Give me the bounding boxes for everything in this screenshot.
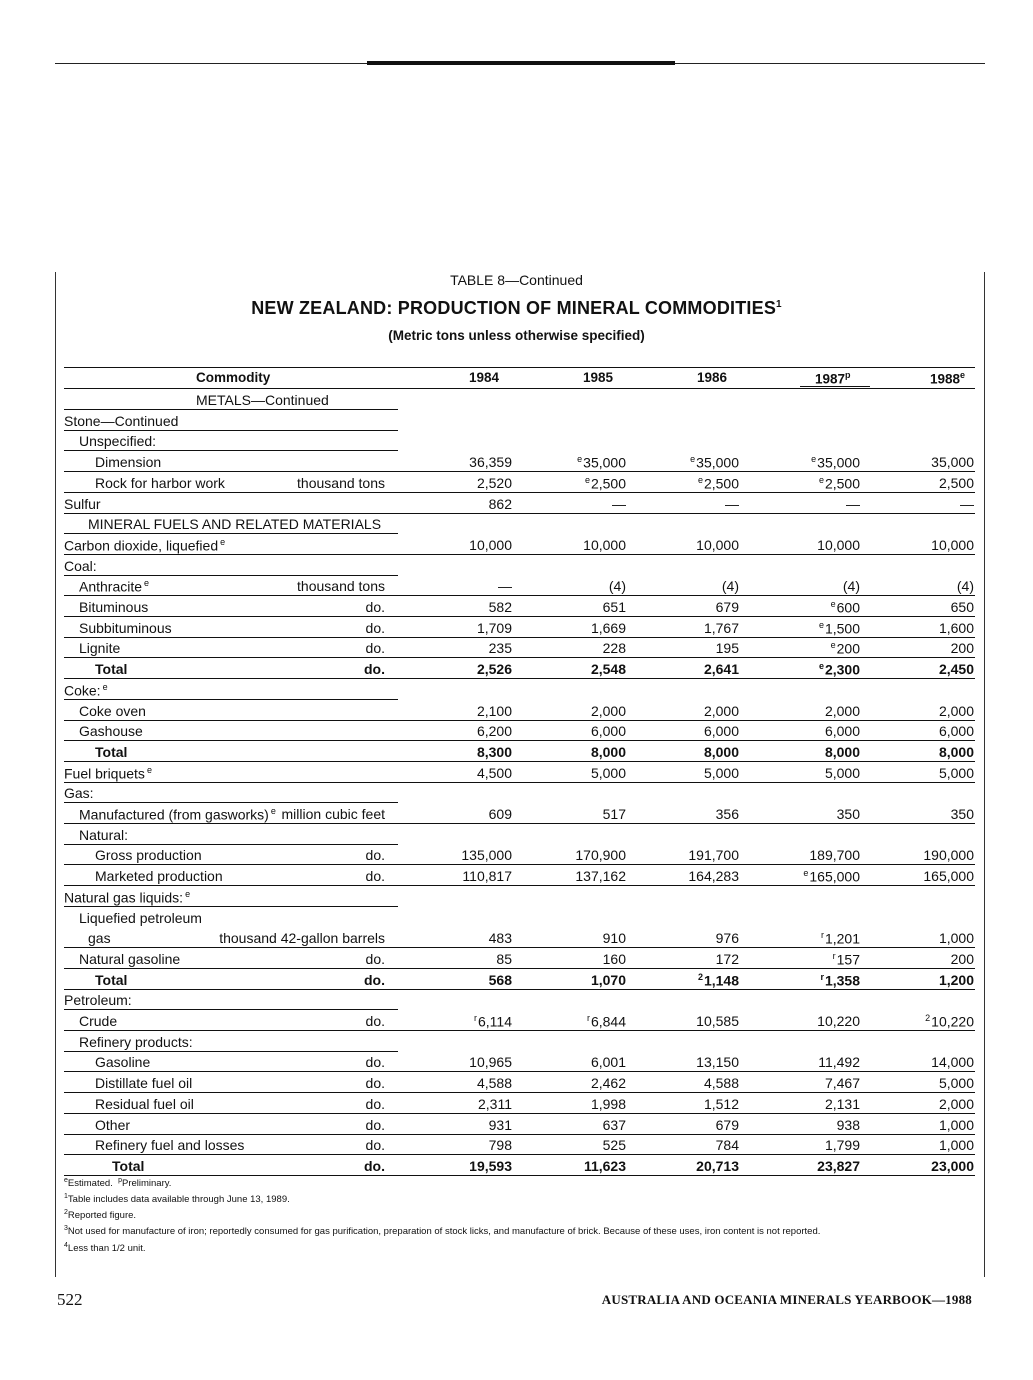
footnote-2 [64,1206,820,1222]
footnote-text: Table includes data available through June 13, 1989. [67,1194,290,1206]
cell-footnote-mark: r [820,971,824,982]
cell-1984: 36,359 [469,454,512,471]
row-unit: do. [365,1054,385,1071]
cell-1987: 23,827 [817,1157,860,1174]
row-label: Refinery products: [79,1033,193,1050]
cell-1987: 11,492 [818,1054,860,1071]
cell-1985: $^e$2,500 [584,474,626,492]
cell-1987: $^e$2,500 [818,474,860,492]
table-row [64,618,975,638]
cell-1988: 200 [950,950,974,967]
row-label: Manufactured (from gasworks) $^e$ [79,806,276,823]
cell-1988: 1,600 [938,619,974,636]
cell-footnote-mark: e [697,474,703,485]
cell-1987: $^r$157 [832,950,860,968]
table-row [64,1032,975,1052]
table-row [64,659,975,679]
cell-1985: 8,000 [590,743,626,760]
footnote-text: Not used for manufacture of iron; reportedly consumed for gas purification, preparation of stock licks, and manufacture of brick. Because of these uses, iron content is not reported. [67,1226,821,1238]
column-header-1986: 1986 [697,370,728,385]
cell-1985: 170,900 [575,847,626,864]
table-row [64,825,975,845]
cell-1986: 2,641 [703,661,739,678]
row-label: Sulfur [64,495,101,512]
cell-1987: 2,000 [824,702,860,719]
cell-footnote-mark: e [690,454,696,465]
cell-1984: 135,000 [461,847,512,864]
cell-1984: 1,709 [476,619,512,636]
row-label: Carbon dioxide, liquefied $^e$ [64,536,226,554]
row-unit: do. [365,640,385,657]
cell-footnote-mark: 2 [925,1013,931,1023]
cell-1987: — [846,495,860,512]
row-unit: do. [365,1075,385,1092]
cell-1988: 2,500 [938,474,974,491]
row-label-footnote: e [144,578,150,589]
table-row [64,1156,975,1176]
preliminary-mark: p [845,370,851,380]
cell-1988: 350 [950,806,974,822]
cell-1984: 4,588 [476,1075,512,1092]
cell-1985: 6,000 [590,723,626,740]
cell-footnote-mark: e [811,454,817,465]
cell-1984: 609 [488,806,512,822]
table-row [64,990,975,1010]
column-header-1987 [815,370,851,387]
table-row [64,452,975,472]
cell-1985: 160 [602,950,626,967]
table-row [64,1011,975,1031]
cell-1984: 110,817 [462,868,512,885]
cell-footnote-mark: e [830,640,836,651]
cell-1986: 4,588 [703,1075,739,1092]
row-label: Unspecified: [79,433,157,450]
cell-1986: 1,767 [703,619,739,636]
cell-1985: 1,998 [590,1095,626,1112]
row-label: Lignite [79,640,121,657]
row-label: Subbituminous [79,619,172,636]
cell-1987: $^e$2,300 [818,661,860,678]
row-label: Distillate fuel oil [95,1075,193,1092]
row-label: Stone—Continued [64,412,179,429]
cell-footnote-mark: e [577,454,583,465]
cell-1985: 525 [602,1137,626,1154]
cell-1988: 1,000 [938,930,974,947]
running-footer: AUSTRALIA AND OCEANIA MINERALS YEARBOOK—1988 [601,1292,972,1307]
table-row [64,908,975,928]
cell-1987: 7,467 [824,1075,860,1092]
row-unit: do. [364,1157,385,1174]
cell-1985: 910 [602,930,626,947]
cell-1986: 13,150 [696,1054,739,1071]
cell-footnote-mark: r [832,950,836,961]
cell-1985: — [612,495,626,512]
cell-1986: 784 [715,1137,739,1154]
footnote-estimated: Estimated. [67,1178,113,1190]
table-row [64,763,975,783]
cell-footnote-mark: e [584,474,590,485]
table-row [64,1135,975,1155]
cell-1988: 10,000 [931,536,974,553]
row-unit: thousand 42-gallon barrels [219,930,385,947]
row-label: Dimension [95,454,162,471]
cell-1986: 976 [715,930,739,947]
table-subtitle: (Metric tons unless otherwise specified) [388,328,645,343]
cell-1988: 2,000 [938,1095,974,1112]
table-row [64,804,975,824]
row-label: Natural: [79,826,129,843]
cell-footnote-mark: r [820,930,824,941]
cell-1988: 1,200 [938,971,974,988]
cell-1984: 798 [488,1137,512,1154]
cell-1985: 2,462 [590,1075,626,1092]
cell-1988: 35,000 [931,454,974,471]
table-row [64,514,975,534]
table-row [64,949,975,969]
row-label: METALS—Continued [196,392,329,408]
footnotes [64,1174,820,1255]
column-header-1988-year: 1988 [930,371,961,387]
table-row [64,1052,975,1072]
column-header-1987-year: 1987 [815,371,846,387]
cell-1984: 10,965 [469,1054,512,1071]
cell-1987: $^r$1,201 [820,930,860,947]
table-row [64,390,975,410]
top-rule-accent [367,61,675,65]
footnote-text: Less than 1/2 unit. [67,1242,146,1254]
cell-1988: 200 [950,640,974,657]
cell-1988: 8,000 [938,743,974,760]
cell-1984: 931 [488,1116,512,1133]
footnote-mark: e [64,1177,68,1184]
cell-1984: — [498,578,512,595]
table-row [64,638,975,658]
row-unit: do. [365,1116,385,1133]
cell-1987: 350 [836,806,860,822]
row-unit: do. [365,868,385,885]
row-label: Total [95,971,128,988]
cell-footnote-mark: e [830,599,836,609]
row-unit: do. [365,847,385,864]
column-header-1985: 1985 [583,370,614,385]
cell-1987: $^e$1,500 [818,619,860,637]
row-label: Coke: $^e$ [64,681,108,699]
header-bottom-rule [64,388,975,389]
cell-1984: 582 [488,599,512,615]
cell-1988: 1,000 [938,1116,974,1133]
cell-1984: 85 [496,950,512,967]
cell-1984: 19,593 [469,1157,512,1174]
row-label: Gas: [64,785,94,802]
page-number: 522 [57,1290,83,1309]
table-row [64,535,975,555]
row-label: Bituminous [79,599,149,615]
cell-1988: 14,000 [931,1054,974,1071]
cell-1985: 517 [602,806,626,822]
cell-1984: 2,311 [478,1095,512,1112]
cell-1984: 235 [488,640,512,657]
footnote-mark: p [118,1177,122,1184]
footnote-mark: 2 [64,1209,68,1217]
cell-1985: 2,000 [590,702,626,719]
row-unit: thousand tons [297,474,385,491]
cell-1986: — [725,495,739,512]
row-unit: million cubic feet [281,806,385,822]
row-unit: thousand tons [297,578,385,595]
cell-1986: 20,713 [696,1157,739,1174]
cell-1985: (4) [608,578,626,595]
cell-1985: 137,162 [575,868,626,885]
table-title [0,298,1033,319]
cell-1988: $^2$10,220 [925,1013,974,1030]
cell-1988: 2,000 [938,702,974,719]
cell-1988: 2,450 [938,661,974,678]
cell-1987: 10,000 [817,536,860,553]
cell-1984: 2,100 [476,702,512,719]
row-label: Total [95,743,128,760]
row-label: Natural gas liquids: $^e$ [64,888,191,906]
row-label: Coke oven [79,702,146,719]
row-label: Coal: [64,557,97,574]
header-top-rule [64,367,975,368]
cell-1985: 11,623 [583,1157,626,1174]
right-margin-rule [984,272,985,1277]
footnote-mark: 4 [64,1241,68,1249]
cell-1987: 189,700 [809,847,860,864]
cell-footnote-mark: r [474,1013,477,1023]
cell-1985: 5,000 [590,764,626,781]
table-row [64,411,975,431]
cell-1988: 5,000 [938,1075,974,1092]
cell-1985: 1,070 [590,971,626,988]
cell-1988: 1,000 [938,1137,974,1154]
row-label: gas [88,930,111,947]
cell-1985: 6,001 [590,1054,626,1071]
cell-1987: 938 [836,1116,860,1133]
cell-1986: 172 [715,950,739,967]
cell-1986: $^2$1,148 [697,971,739,989]
column-header-1988 [930,370,965,387]
row-label: Gasoline [95,1054,151,1071]
cell-1986: 10,000 [696,536,739,553]
row-label-footnote: e [146,764,152,775]
cell-1985: $^r$6,844 [586,1013,626,1030]
footnote-text: Reported figure. [67,1210,137,1222]
footnote-4 [64,1239,820,1255]
footnote-marks [64,1174,820,1190]
cell-1984: 568 [488,971,512,988]
estimated-mark: e [960,370,966,380]
cell-1988: 165,000 [923,868,974,885]
cell-1986: 195 [715,640,739,657]
cell-1987: 2,131 [824,1095,860,1112]
row-label-footnote: e [220,536,226,547]
cell-1988: — [960,495,974,512]
cell-1987: $^e$200 [830,640,860,658]
cell-1987: $^e$600 [830,599,860,616]
cell-1984: 6,200 [476,723,512,740]
cell-1984: 8,300 [476,743,512,760]
row-label: Natural gasoline [79,950,181,967]
row-label: Liquefied petroleum [79,909,202,926]
cell-1986: 6,000 [703,723,739,740]
row-unit: do. [365,1137,385,1154]
footnote-mark: 3 [64,1225,68,1233]
cell-1988: 5,000 [938,764,974,781]
cell-1985: 651 [602,599,626,615]
row-label-footnote: e [102,681,108,692]
table-row [64,431,975,451]
table-row [64,928,975,948]
cell-footnote-mark: e [818,474,824,485]
cell-1986: $^e$35,000 [690,454,739,471]
cell-1985: 2,548 [590,661,626,678]
cell-footnote-mark: e [818,661,824,672]
cell-1986: 2,000 [703,702,739,719]
cell-1987: $^e$35,000 [811,454,860,471]
row-unit: do. [365,1095,385,1112]
table-row [64,970,975,990]
cell-1987: 1,799 [824,1137,860,1154]
table-row [64,597,975,617]
cell-1988: 650 [950,599,974,615]
cell-footnote-mark: 2 [697,971,703,982]
cell-1987: $^e$165,000 [803,868,860,885]
row-label: Anthracite $^e$ [79,578,150,595]
row-label: Total [112,1157,145,1174]
table-row [64,473,975,493]
row-unit: do. [364,971,385,988]
cell-1984: $^r$6,114 [474,1013,512,1030]
row-unit: do. [365,619,385,636]
table-row [64,556,975,576]
left-margin-rule [55,272,56,1277]
cell-1987: 8,000 [824,743,860,760]
cell-1987: $^r$1,358 [820,971,860,989]
cell-1986: (4) [721,578,739,595]
table-row [64,576,975,596]
row-label: Total [95,661,128,678]
table-row [64,887,975,907]
cell-1984: 2,526 [476,661,512,678]
table-row [64,1115,975,1135]
row-unit: do. [365,950,385,967]
cell-footnote-mark: e [818,619,824,630]
footnote-mark: 1 [64,1193,68,1201]
cell-1988: (4) [956,578,974,595]
cell-1988: 6,000 [938,723,974,740]
cell-1985: 1,669 [590,619,626,636]
row-label: Gross production [95,847,202,864]
table-row [64,845,975,865]
cell-1986: 5,000 [703,764,739,781]
row-label: Petroleum: [64,992,132,1009]
row-label: MINERAL FUELS AND RELATED MATERIALS [88,516,382,533]
footnote-preliminary: Preliminary. [121,1178,172,1190]
row-label: Residual fuel oil [95,1095,194,1112]
row-label: Marketed production [95,868,223,885]
row-label: Gashouse [79,723,143,740]
cell-1986: 679 [715,1116,739,1133]
table-row [64,680,975,700]
cell-1985: 637 [602,1116,626,1133]
cell-1987: 6,000 [824,723,860,740]
cell-footnote-mark: e [803,868,809,879]
header-1987-underline [800,386,870,387]
row-label: Rock for harbor work [95,474,225,491]
cell-1986: 191,700 [688,847,739,864]
cell-1986: 164,283 [688,868,739,885]
table-row [64,742,975,762]
table-label: TABLE 8—Continued [450,272,583,288]
table-row [64,783,975,803]
cell-1986: $^e$2,500 [697,474,739,492]
row-unit: do. [365,1013,385,1029]
cell-1985: 10,000 [583,536,626,553]
column-header-1984: 1984 [469,370,500,385]
row-unit: do. [365,599,385,615]
table-row [64,1073,975,1093]
cell-1987: 10,220 [817,1013,860,1029]
cell-1984: 10,000 [469,536,512,553]
table-row [64,721,975,741]
cell-1986: 1,512 [703,1095,739,1112]
row-label: Refinery fuel and losses [95,1137,245,1154]
cell-1984: 483 [488,930,512,947]
table-row [64,494,975,514]
cell-1987: 5,000 [824,764,860,781]
cell-1985: 228 [602,640,626,657]
footnote-1 [64,1190,820,1206]
cell-1985: $^e$35,000 [577,454,626,471]
cell-1984: 862 [488,495,512,512]
row-label-footnote: e [270,806,276,816]
cell-1988: 190,000 [923,847,974,864]
cell-1986: 10,585 [696,1013,739,1029]
column-header-commodity: Commodity [196,370,271,385]
table-row [64,1094,975,1114]
row-label-footnote: e [185,888,191,899]
table-row [64,866,975,886]
cell-1986: 8,000 [703,743,739,760]
row-label: Crude [79,1013,118,1029]
footnote-3 [64,1222,820,1238]
row-label: Fuel briquets $^e$ [64,764,152,782]
cell-1987: (4) [842,578,860,595]
row-unit: do. [364,661,385,678]
cell-footnote-mark: r [586,1013,590,1023]
table-title-footnote: 1 [776,299,782,310]
table-title-text: NEW ZEALAND: PRODUCTION OF MINERAL COMMODITIES [251,298,777,318]
cell-1988: 23,000 [931,1157,974,1174]
row-label: Other [95,1116,131,1133]
table-row [64,701,975,721]
cell-1986: 356 [715,806,739,822]
cell-1986: 679 [715,599,739,615]
cell-1984: 2,520 [476,474,512,491]
cell-1984: 4,500 [476,764,512,781]
